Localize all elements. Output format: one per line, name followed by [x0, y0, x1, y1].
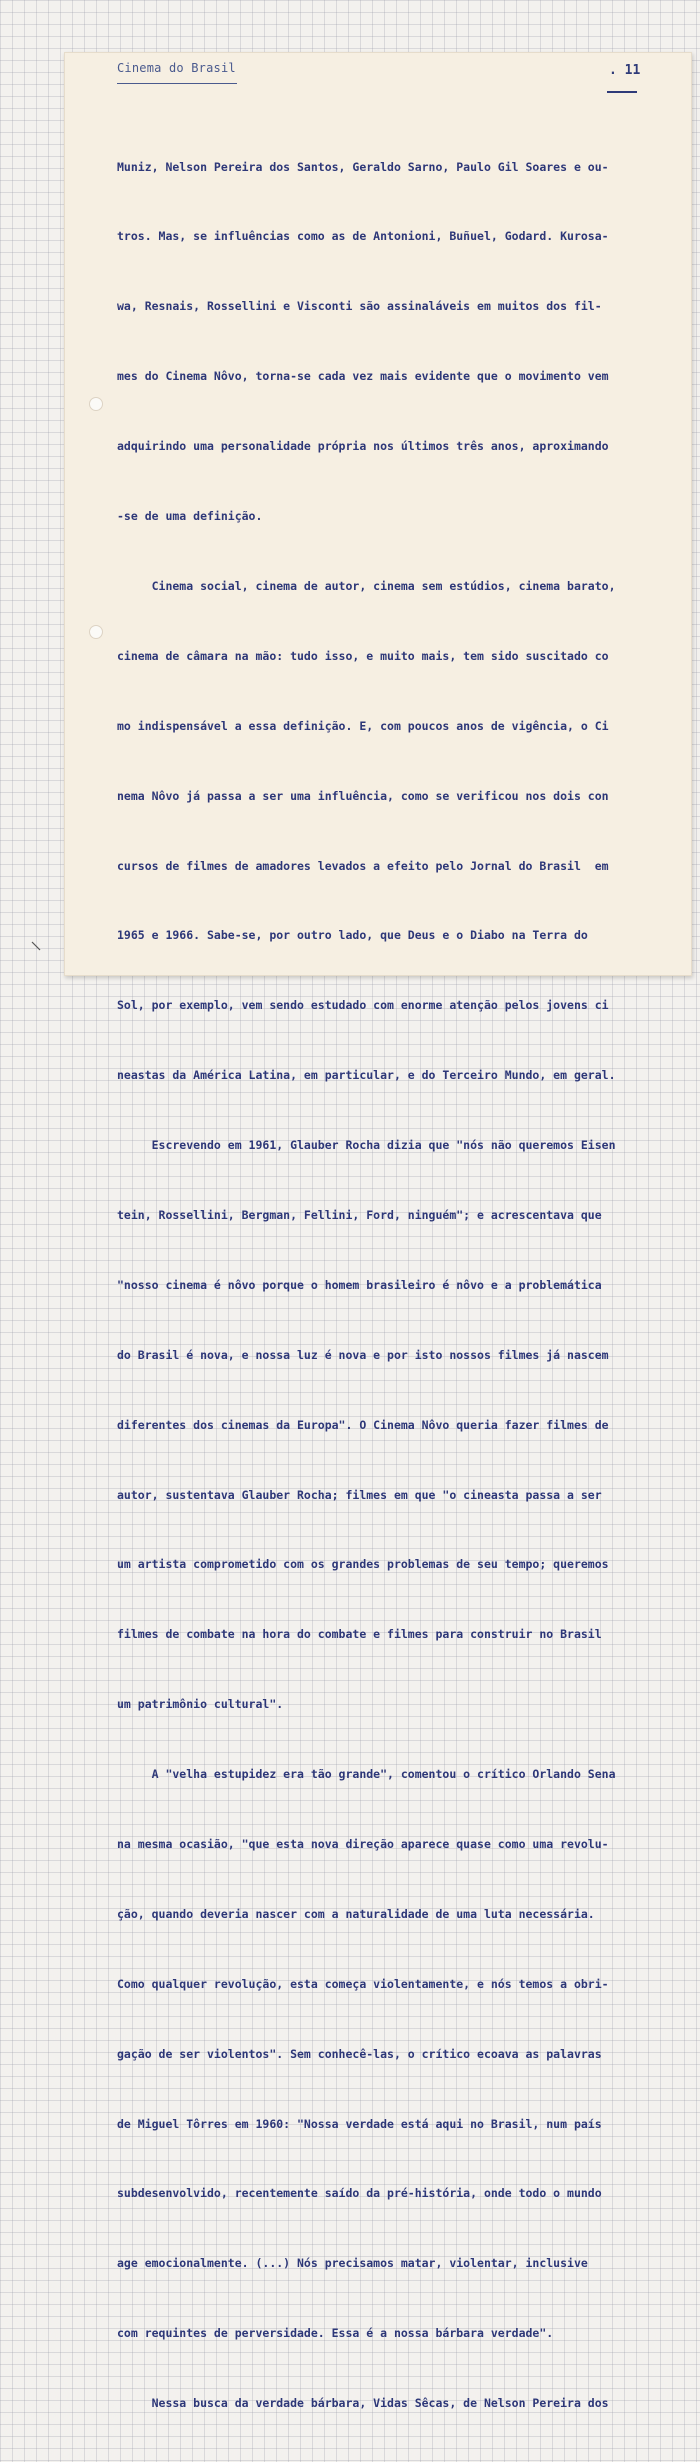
header-underline: [117, 83, 237, 84]
text-line: Escrevendo em 1961, Glauber Rocha dizia que "nós não queremos Eisen: [117, 1138, 616, 1153]
text-line: de Miguel Tôrres em 1960: "Nossa verdade está aqui no Brasil, num país: [117, 2116, 602, 2131]
text-line: "nosso cinema é nôvo porque o homem brasileiro é nôvo e a problemática: [117, 1277, 602, 1292]
typewritten-page: [64, 52, 692, 2411]
text-line: cursos de filmes de amadores levados a efeito pelo Jornal do Brasil em: [117, 858, 609, 873]
text-line: Cinema social, cinema de autor, cinema sem estúdios, cinema barato,: [117, 578, 616, 593]
header-title: Cinema do Brasil: [117, 61, 236, 75]
text-line: -se de uma definição.: [117, 509, 263, 524]
text-line: Como qualquer revolução, esta começa violentamente, e nós temos a obri-: [117, 1976, 609, 1991]
text-line: neastas da América Latina, em particular, e do Terceiro Mundo, em geral.: [117, 1068, 616, 1083]
text-line: na mesma ocasião, "que esta nova direção aparece quase como uma revolu-: [117, 1836, 609, 1851]
text-line: um artista comprometido com os grandes problemas de seu tempo; queremos: [117, 1557, 609, 1572]
punch-hole-top: [89, 397, 103, 411]
punch-hole-bottom: [89, 625, 103, 639]
text-line: cinema de câmara na mão: tudo isso, e muito mais, tem sido suscitado co: [117, 648, 609, 663]
text-line: do Brasil é nova, e nossa luz é nova e por isto nossos filmes já nascem: [117, 1347, 609, 1362]
page-number-underline: [607, 91, 637, 93]
text-line: wa, Resnais, Rossellini e Visconti são assinaláveis em muitos dos fil-: [117, 299, 602, 314]
text-line: ção, quando deveria nascer com a naturalidade de uma luta necessária.: [117, 1906, 595, 1921]
page-number: . 11: [609, 63, 641, 78]
text-line: tros. Mas, se influências como as de Antonioni, Buñuel, Godard. Kurosa-: [117, 229, 609, 244]
text-line: tein, Rossellini, Bergman, Fellini, Ford, ninguém"; e acrescentava que: [117, 1207, 602, 1222]
text-line: com requintes de perversidade. Essa é a nossa bárbara verdade".: [117, 2326, 554, 2341]
text-line: um patrimônio cultural".: [117, 1697, 284, 1712]
text-line: age emocionalmente. (...) Nós precisamos matar, violentar, inclusive: [117, 2256, 588, 2271]
text-line: adquirindo uma personalidade própria nos últimos três anos, aproximando: [117, 439, 609, 454]
corner-tick-mark: [30, 940, 42, 952]
text-line: 1965 e 1966. Sabe-se, por outro lado, que Deus e o Diabo na Terra do: [117, 928, 588, 943]
text-line: subdesenvolvido, recentemente saído da pré-história, onde todo o mundo: [117, 2186, 602, 2201]
text-line: Sol, por exemplo, vem sendo estudado com enorme atenção pelos jovens ci: [117, 998, 609, 1013]
text-line: autor, sustentava Glauber Rocha; filmes em que "o cineasta passa a ser: [117, 1487, 602, 1502]
text-line: A "velha estupidez era tão grande", comentou o crítico Orlando Sena: [117, 1767, 616, 1782]
text-line: Nessa busca da verdade bárbara, Vidas Sêcas, de Nelson Pereira dos: [117, 2396, 609, 2411]
text-line: gação de ser violentos". Sem conhecê-las, o crítico ecoava as palavras: [117, 2046, 602, 2061]
text-line: Muniz, Nelson Pereira dos Santos, Geraldo Sarno, Paulo Gil Soares e ou-: [117, 159, 609, 174]
text-line: mes do Cinema Nôvo, torna-se cada vez mais evidente que o movimento vem: [117, 369, 609, 384]
text-line: filmes de combate na hora do combate e filmes para construir no Brasil: [117, 1627, 602, 1642]
text-line: nema Nôvo já passa a ser uma influência, como se verificou nos dois con: [117, 788, 609, 803]
body-text: [117, 109, 677, 2462]
text-line: diferentes dos cinemas da Europa". O Cinema Nôvo queria fazer filmes de: [117, 1417, 609, 1432]
text-line: mo indispensável a essa definição. E, com poucos anos de vigência, o Ci: [117, 718, 609, 733]
